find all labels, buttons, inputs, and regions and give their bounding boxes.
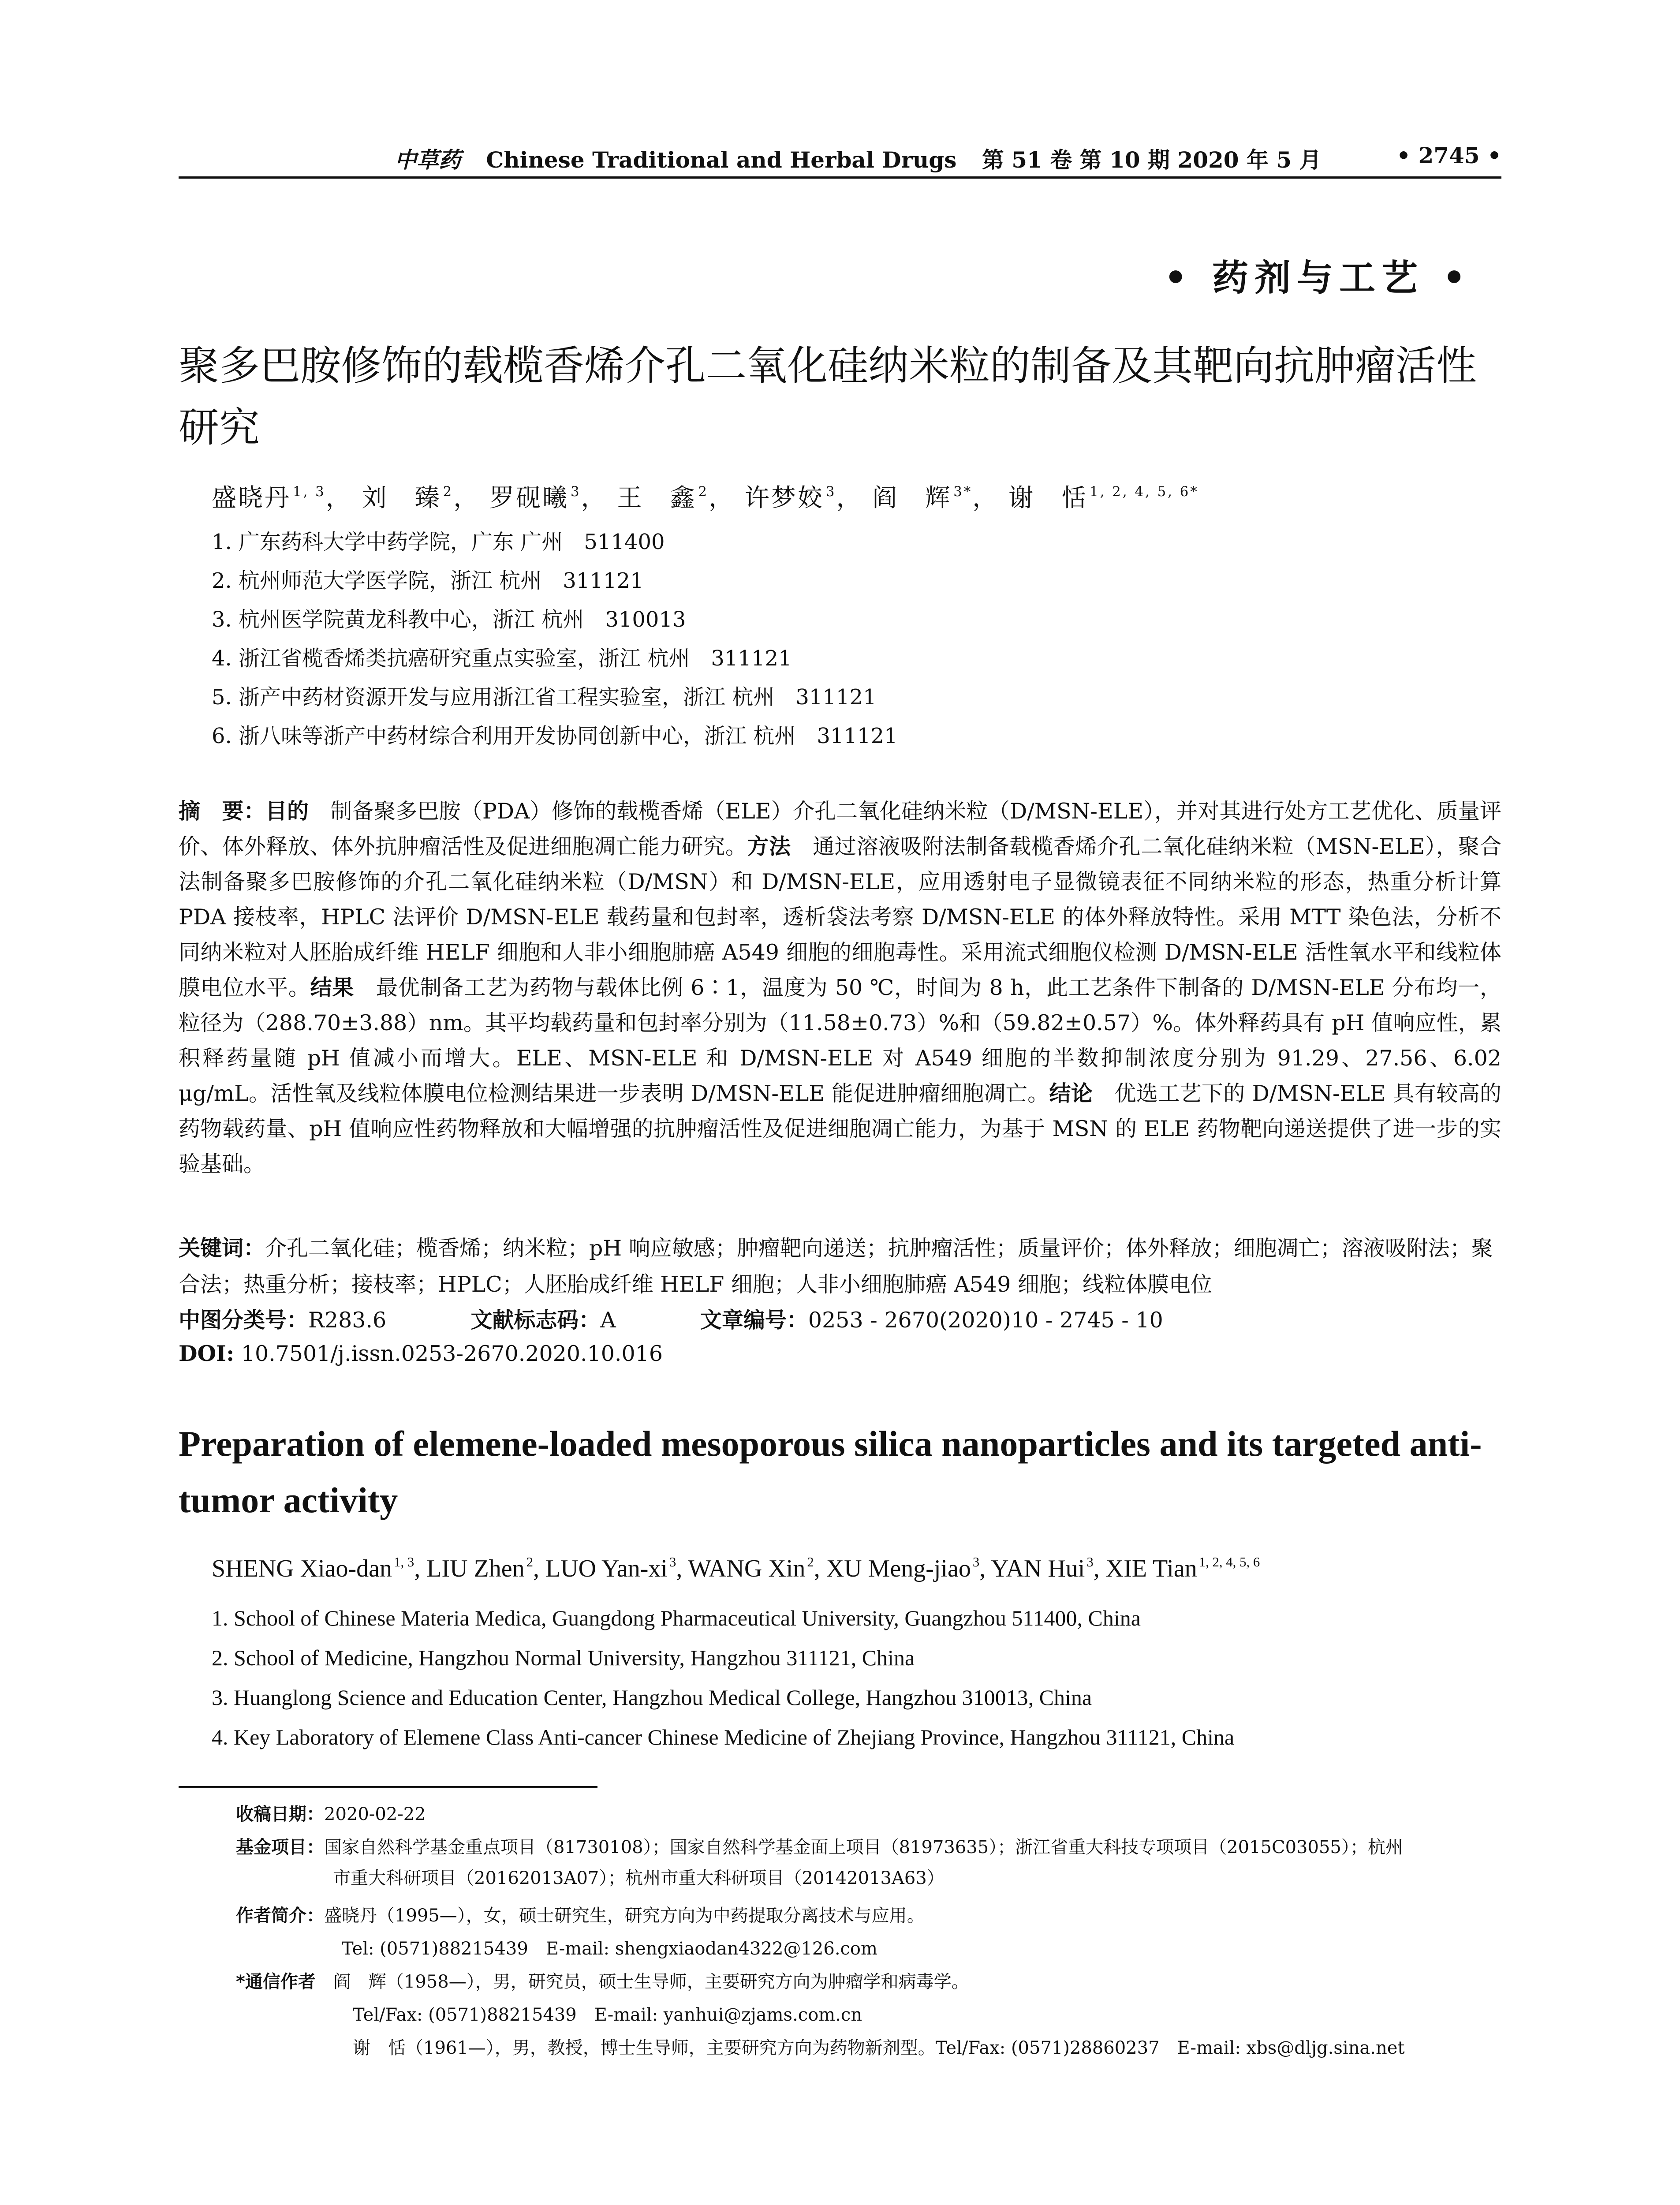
zh-affiliation: 5. 浙产中药材资源开发与应用浙江省工程实验室，浙江 杭州 311121 <box>212 685 877 710</box>
zh-author-list <box>212 478 1199 514</box>
method-label: 方法 <box>747 834 791 859</box>
fund-info-continued: 市重大科研项目（20162013A07）；杭州市重大科研项目（20142013A63） <box>333 1868 945 1888</box>
keywords-text: 介孔二氧化硅；榄香烯；纳米粒；pH 响应敏感；肿瘤靶向递送；抗肿瘤活性；质量评价；体外释放；细胞凋亡；溶液吸附法；聚合法；热重分析；接枝率；HPLC；人胚胎成纤维 HELF 细胞；人非小细胞肺癌 A549 细胞；线粒体膜电位 <box>179 1236 1493 1297</box>
objective-text: 制备聚多巴胺（PDA）修饰的载榄香烯（ELE）介孔二氧化硅纳米粒（D/MSN-ELE），并对其进行处方工艺优化、质量评价、体外释放、体外抗肿瘤活性及促进细胞凋亡能力研究。 <box>179 799 1501 859</box>
en-author: WANG Xin $^2$, <box>688 1555 826 1583</box>
journal-logo: 中草药 <box>395 147 461 173</box>
en-author: XU Meng-jiao $^3$, <box>826 1555 991 1583</box>
page-number: • 2745 • <box>1396 142 1501 168</box>
doc-code-value: A <box>600 1308 616 1333</box>
doi-line <box>179 1341 663 1366</box>
received-date: 收稿日期：2020-02-22 <box>236 1804 426 1824</box>
en-affiliation: 4. Key Laboratory of Elemene Class Anti-cancer Chinese Medicine of Zhejiang Province, Hangzhou 311121, China <box>212 1725 1235 1749</box>
en-author: SHENG Xiao-dan $^{1, 3}$, <box>212 1555 427 1583</box>
section-label: • 药剂与工艺 • <box>1164 257 1472 299</box>
author-bio: 作者简介：盛晓丹（1995—），女，硕士研究生，研究方向为中药提取分离技术与应用。 <box>236 1906 925 1926</box>
zh-author: 王 鑫 $^2$， <box>617 483 735 512</box>
zh-author: 阎 辉 $^{3*}$， <box>872 483 999 512</box>
corresponding-contact: Tel/Fax: (0571)88215439 E-mail: yanhui@zjams.com.cn <box>353 2005 862 2025</box>
zh-abstract <box>179 794 1501 1182</box>
zh-author: 罗砚曦 $^3$， <box>489 483 608 512</box>
en-affiliation: 1. School of Chinese Materia Medica, Guangdong Pharmaceutical University, Guangzhou 511400, China <box>212 1606 1141 1630</box>
article-no-value: 0253 - 2670(2020)10 - 2745 - 10 <box>808 1308 1163 1333</box>
en-author-list <box>212 1555 1260 1583</box>
keywords <box>179 1230 1501 1303</box>
en-author: XIE Tian $^{1, 2, 4, 5, 6}$ <box>1105 1555 1260 1583</box>
classification-line <box>179 1303 1163 1334</box>
issue-info: 第 51 卷 第 10 期 2020 年 5 月 <box>982 147 1322 173</box>
clc-value: R283.6 <box>308 1308 387 1333</box>
clc-label: 中图分类号： <box>179 1308 309 1333</box>
conclusion-text: 优选工艺下的 D/MSN-ELE 具有较高的药物载药量、pH 值响应性药物释放和大幅增强的抗肿瘤活性及促进细胞凋亡能力，为基于 MSN 的 ELE 药物靶向递送提供了进一步的实验基础。 <box>179 1081 1501 1177</box>
zh-affiliation: 3. 杭州医学院黄龙科教中心，浙江 杭州 310013 <box>212 607 686 632</box>
zh-affiliation: 1. 广东药科大学中药学院，广东 广州 511400 <box>212 530 665 554</box>
doi-label: DOI: <box>179 1341 235 1366</box>
conclusion-label: 结论 <box>1049 1081 1093 1106</box>
zh-author: 盛晓丹 $^{1, 3}$， <box>212 483 352 512</box>
en-affiliation: 2. School of Medicine, Hangzhou Normal University, Hangzhou 311121, China <box>212 1645 915 1670</box>
keywords-label: 关键词： <box>179 1236 265 1261</box>
zh-affiliation: 4. 浙江省榄香烯类抗癌研究重点实验室，浙江 杭州 311121 <box>212 646 792 671</box>
zh-affiliation: 6. 浙八味等浙产中药材综合利用开发协同创新中心，浙江 杭州 311121 <box>212 724 898 748</box>
zh-author: 许梦姣 $^3$， <box>744 483 863 512</box>
zh-author: 谢 恬 $^{1, 2, 4, 5, 6*}$ <box>1008 483 1199 512</box>
method-text: 通过溶液吸附法制备载榄香烯介孔二氧化硅纳米粒（MSN-ELE），聚合法制备聚多巴胺修饰的介孔二氧化硅纳米粒（D/MSN）和 D/MSN-ELE，应用透射电子显微镜表征不同纳米粒的形态，热重分析计算 PDA 接枝率，HPLC 法评价 D/MSN-ELE 载药量和包封率，透析袋法考察 D/MSN-ELE 的体外释放特性。采用 MTT 染色法，分析不同纳米粒对人胚胎成纤维 HELF 细胞和人非小细胞肺癌 A549 细胞的细胞毒性。采用流式细胞仪检测 D/MSN-ELE 活性氧水平和线粒体膜电位水平。 <box>179 834 1501 1000</box>
objective-label: 目的 <box>265 799 309 824</box>
author-contact: Tel: (0571)88215439 E-mail: shengxiaodan4322@126.com <box>342 1939 877 1959</box>
zh-title: 聚多巴胺修饰的载榄香烯介孔二氧化硅纳米粒的制备及其靶向抗肿瘤活性研究 <box>179 342 1477 451</box>
en-author: YAN Hui $^3$, <box>991 1555 1106 1583</box>
abstract-label: 摘 要： <box>179 799 265 824</box>
journal-info <box>395 142 1322 174</box>
fund-info: 基金项目：国家自然科学基金重点项目（81730108）；国家自然科学基金面上项目（81973635）；浙江省重大科技专项项目（2015C03055）；杭州 <box>236 1837 1403 1857</box>
running-header <box>179 135 1501 179</box>
doc-code-label: 文献标志码： <box>470 1308 601 1333</box>
zh-author: 刘 臻 $^2$， <box>362 483 480 512</box>
doi-value: 10.7501/j.issn.0253-2670.2020.10.016 <box>234 1341 663 1366</box>
en-author: LUO Yan-xi $^3$, <box>545 1555 688 1583</box>
article-no-label: 文章编号： <box>700 1308 808 1333</box>
en-title: Preparation of elemene-loaded mesoporous silica nanoparticles and its targeted anti-tumor activity <box>179 1424 1482 1520</box>
footnote-rule <box>179 1786 597 1788</box>
corresponding-author: *通信作者 阎 辉（1958—），男，研究员，硕士生导师，主要研究方向为肿瘤学和病毒学。 <box>236 1972 969 1992</box>
en-author: LIU Zhen $^2$, <box>426 1555 546 1583</box>
result-label: 结果 <box>310 975 355 1000</box>
journal-en-name: Chinese Traditional and Herbal Drugs <box>486 147 957 173</box>
result-text: 最优制备工艺为药物与载体比例 6∶1，温度为 50 ℃，时间为 8 h，此工艺条件下制备的 D/MSN-ELE 分布均一，粒径为（288.70±3.88）nm。其平均载药量和包封率分别为（11.58±0.73）%和（59.82±0.57）%。体外释药具有 pH 值响应性，累积释药量随 pH 值减小而增大。ELE、MSN-ELE 和 D/MSN-ELE 对 A549 细胞的半数抑制浓度分别为 91.29、27.56、6.02 μg/mL。活性氧及线粒体膜电位检测结果进一步表明 D/MSN-ELE 能促进肿瘤细胞凋亡。 <box>179 975 1501 1106</box>
en-affiliation: 3. Huanglong Science and Education Center, Hangzhou Medical College, Hangzhou 310013, China <box>212 1685 1092 1710</box>
corresponding-author-2: 谢 恬（1961—），男，教授，博士生导师，主要研究方向为药物新剂型。Tel/Fax: (0571)28860237 E-mail: xbs@dljg.sina.net <box>353 2038 1405 2058</box>
zh-affiliation: 2. 杭州师范大学医学院，浙江 杭州 311121 <box>212 568 644 593</box>
header-rule <box>179 176 1501 179</box>
